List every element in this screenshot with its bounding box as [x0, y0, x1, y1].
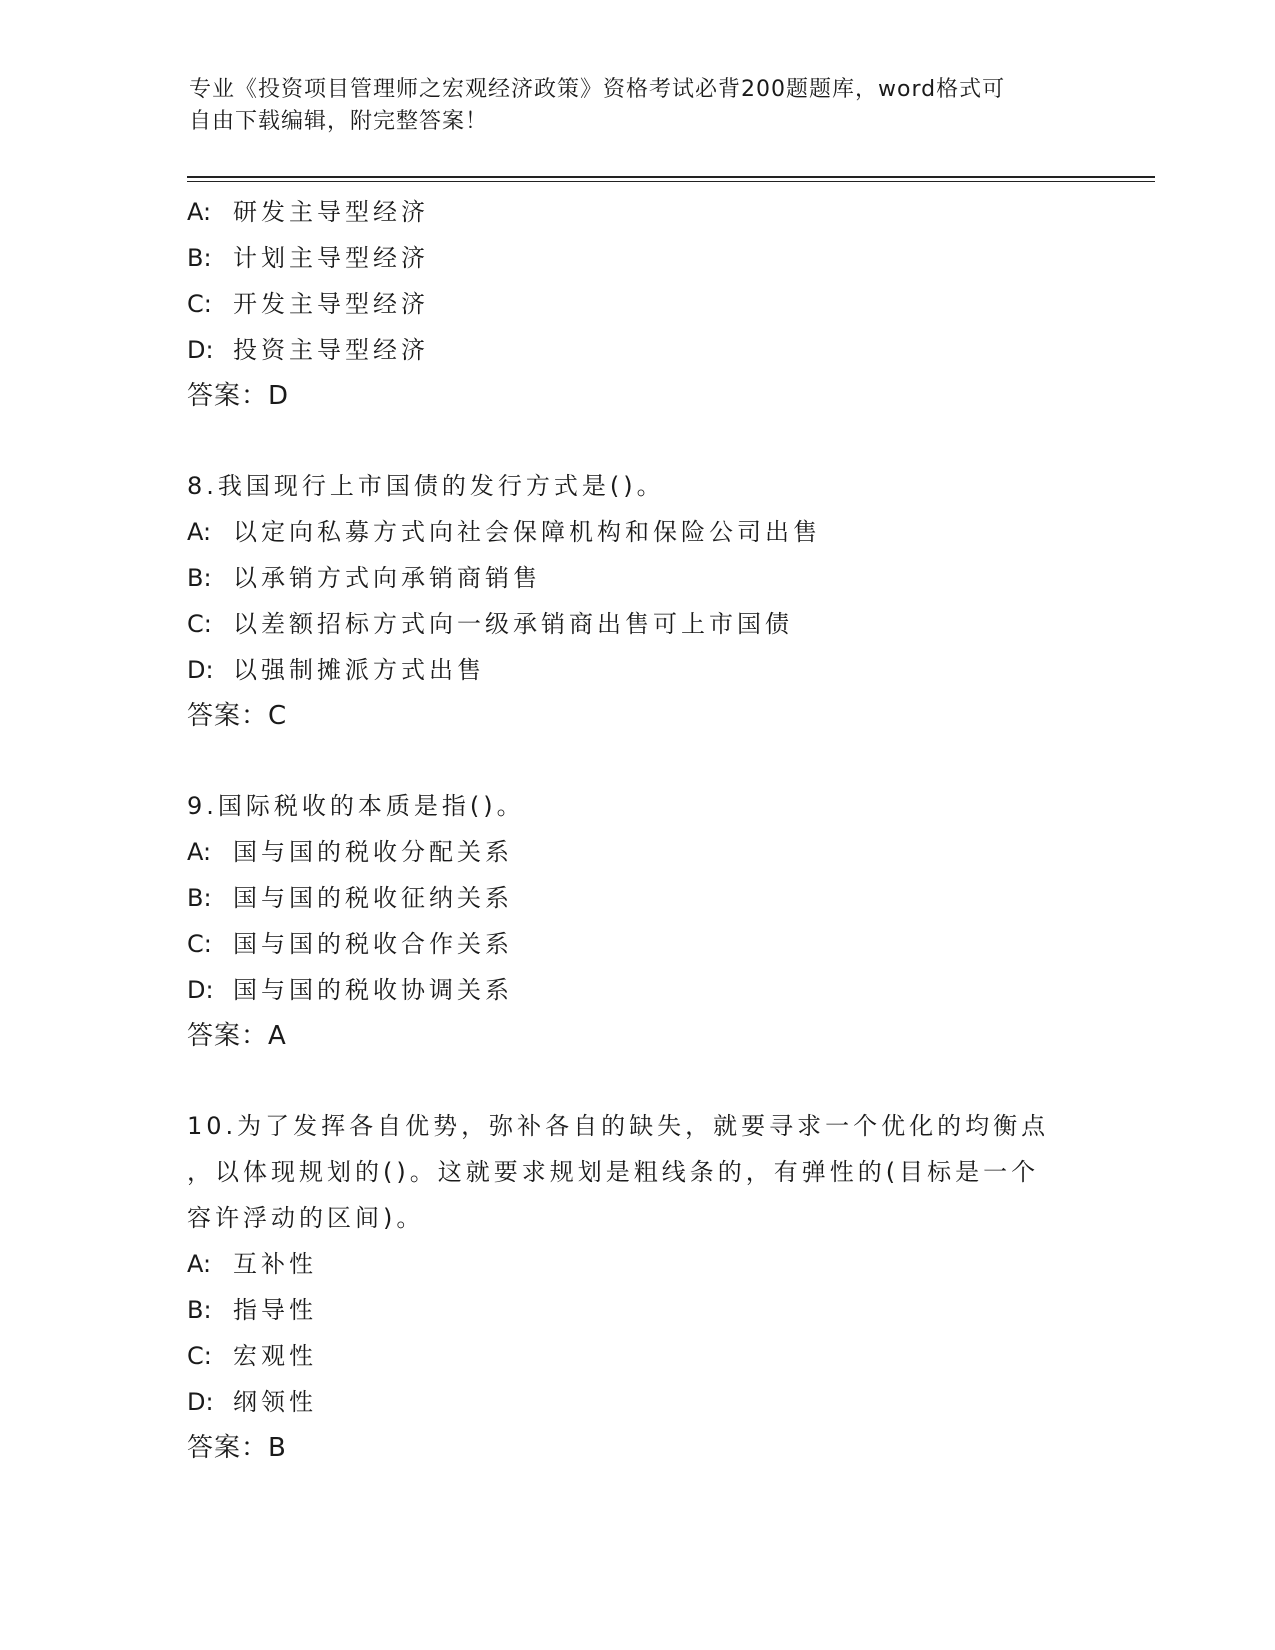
spacer: [187, 419, 1087, 463]
option-label: D:: [187, 976, 214, 1004]
option-b: [187, 1287, 1087, 1333]
option-text: 研发主导型经济: [233, 198, 429, 226]
option-text: 纲领性: [233, 1388, 317, 1416]
option-text: 以差额招标方式向一级承销商出售可上市国债: [233, 610, 793, 638]
question-stem-line2: ，以体现规划的()。这就要求规划是粗线条的，有弹性的(目标是一个: [187, 1158, 1040, 1186]
option-label: A:: [187, 198, 212, 226]
question-stem-line3: 容许浮动的区间)。: [187, 1204, 425, 1232]
option-text: 国与国的税收分配关系: [233, 838, 513, 866]
option-text: 宏观性: [233, 1342, 317, 1370]
option-text: 互补性: [233, 1250, 317, 1278]
option-c: [187, 1333, 1087, 1379]
option-label: B:: [187, 564, 212, 592]
option-b: [187, 235, 1087, 281]
option-a: [187, 829, 1087, 875]
option-text: 国与国的税收协调关系: [233, 976, 513, 1004]
option-text: 投资主导型经济: [233, 336, 429, 364]
option-label: A:: [187, 518, 212, 546]
question-stem: 9.国际税收的本质是指()。: [187, 792, 525, 820]
answer: 答案：D: [187, 381, 290, 411]
option-d: [187, 1379, 1087, 1425]
option-label: B:: [187, 1296, 212, 1324]
option-text: 国与国的税收合作关系: [233, 930, 513, 958]
option-d: [187, 647, 1087, 693]
question-8: [187, 463, 1087, 739]
option-c: [187, 281, 1087, 327]
question-stem: 8.我国现行上市国债的发行方式是()。: [187, 472, 665, 500]
option-text: 以强制摊派方式出售: [233, 656, 485, 684]
option-a: [187, 1241, 1087, 1287]
question-list: [187, 189, 1087, 1471]
option-label: C:: [187, 610, 212, 638]
option-c: [187, 921, 1087, 967]
question-7-tail: [187, 189, 1087, 419]
option-text: 计划主导型经济: [233, 244, 429, 272]
header-divider-thick: [187, 176, 1155, 178]
option-label: B:: [187, 884, 212, 912]
option-label: D:: [187, 1388, 214, 1416]
option-label: A:: [187, 838, 212, 866]
option-a: [187, 509, 1087, 555]
option-label: C:: [187, 290, 212, 318]
option-label: D:: [187, 656, 214, 684]
question-stem-line1: 10.为了发挥各自优势，弥补各自的缺失，就要寻求一个优化的均衡点: [187, 1112, 1050, 1140]
header-title-line1: 专业《投资项目管理师之宏观经济政策》资格考试必背200题题库，word格式可: [189, 77, 1006, 102]
answer: 答案：A: [187, 1021, 287, 1051]
answer: 答案：B: [187, 1433, 287, 1463]
option-a: [187, 189, 1087, 235]
option-label: B:: [187, 244, 212, 272]
answer: 答案：C: [187, 701, 288, 731]
option-text: 以定向私募方式向社会保障机构和保险公司出售: [233, 518, 821, 546]
option-text: 指导性: [233, 1296, 317, 1324]
option-label: C:: [187, 930, 212, 958]
header-title-line2: 自由下载编辑，附完整答案！: [189, 109, 489, 134]
option-label: C:: [187, 1342, 212, 1370]
option-d: [187, 327, 1087, 373]
document-header: [189, 74, 1069, 138]
option-b: [187, 555, 1087, 601]
option-c: [187, 601, 1087, 647]
header-divider-thin: [187, 181, 1155, 182]
option-label: A:: [187, 1250, 212, 1278]
question-9: [187, 783, 1087, 1059]
option-label: D:: [187, 336, 214, 364]
option-text: 以承销方式向承销商销售: [233, 564, 541, 592]
spacer: [187, 1059, 1087, 1103]
spacer: [187, 739, 1087, 783]
option-b: [187, 875, 1087, 921]
question-10: [187, 1103, 1087, 1471]
option-text: 国与国的税收征纳关系: [233, 884, 513, 912]
option-d: [187, 967, 1087, 1013]
option-text: 开发主导型经济: [233, 290, 429, 318]
